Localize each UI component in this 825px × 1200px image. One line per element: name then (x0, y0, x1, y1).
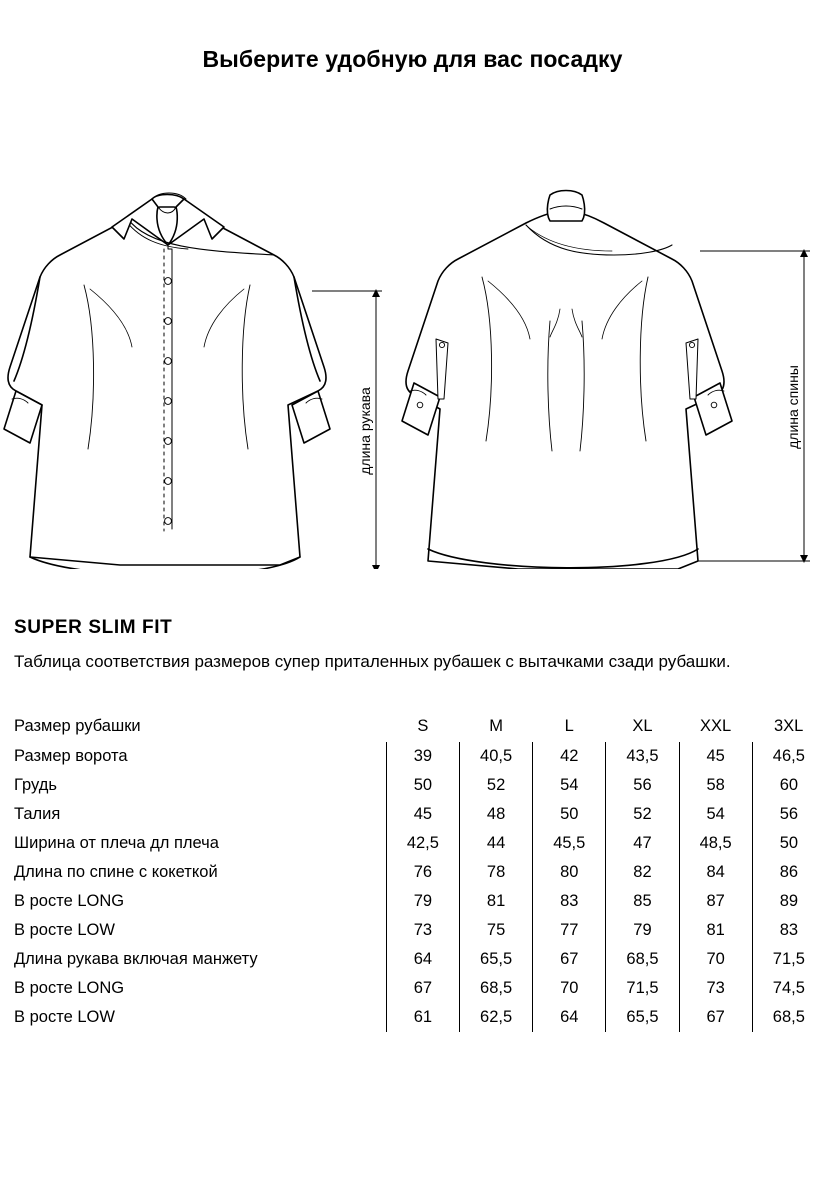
row-value: 40,5 (459, 742, 532, 771)
row-value: 87 (679, 887, 752, 916)
row-value: 48,5 (679, 829, 752, 858)
table-row (14, 887, 825, 916)
row-value: 56 (606, 771, 679, 800)
row-value: 77 (533, 916, 606, 945)
row-value: 67 (386, 974, 459, 1003)
row-value: 73 (386, 916, 459, 945)
row-value: 70 (679, 945, 752, 974)
row-value: 52 (459, 771, 532, 800)
row-value: 75 (459, 916, 532, 945)
row-value: 79 (386, 887, 459, 916)
table-header-size-l: L (564, 716, 574, 735)
row-label: Длина рукава включая манжету (14, 950, 258, 968)
row-value: 52 (606, 800, 679, 829)
row-label: Ширина от плеча дл плеча (14, 834, 219, 852)
table-row (14, 974, 825, 1003)
fit-description: Таблица соответствия размеров супер приталенных рубашек с вытачками сзади рубашки. (14, 652, 731, 671)
row-value: 68,5 (752, 1003, 825, 1032)
row-value: 78 (459, 858, 532, 887)
row-value: 46,5 (752, 742, 825, 771)
row-value: 71,5 (752, 945, 825, 974)
front-shirt-illustration (0, 99, 400, 574)
row-value: 39 (386, 742, 459, 771)
row-value: 50 (533, 800, 606, 829)
table-row (14, 916, 825, 945)
row-value: 50 (386, 771, 459, 800)
row-value: 67 (533, 945, 606, 974)
row-label: В росте LONG (14, 979, 125, 997)
row-value: 50 (752, 829, 825, 858)
row-value: 83 (752, 916, 825, 945)
row-value: 60 (752, 771, 825, 800)
fit-title: SUPER SLIM FIT (14, 617, 173, 638)
row-label: Длина по спине с кокеткой (14, 863, 218, 881)
table-row (14, 858, 825, 887)
row-label: В росте LOW (14, 1008, 115, 1026)
row-value: 64 (533, 1003, 606, 1032)
row-value: 80 (533, 858, 606, 887)
table-header-size-s: S (417, 716, 429, 735)
row-value: 67 (679, 1003, 752, 1032)
row-value: 86 (752, 858, 825, 887)
table-row (14, 829, 825, 858)
front-measure-label: длина рукава (357, 387, 373, 475)
row-value: 56 (752, 800, 825, 829)
shirt-illustrations (0, 99, 825, 569)
row-value: 42,5 (386, 829, 459, 858)
row-value: 44 (459, 829, 532, 858)
row-value: 74,5 (752, 974, 825, 1003)
row-value: 76 (386, 858, 459, 887)
row-value: 65,5 (459, 945, 532, 974)
back-shirt-illustration (400, 99, 825, 574)
size-table (14, 710, 825, 1032)
row-value: 43,5 (606, 742, 679, 771)
row-value: 62,5 (459, 1003, 532, 1032)
row-value: 70 (533, 974, 606, 1003)
table-header-row (14, 710, 825, 742)
row-value: 81 (459, 887, 532, 916)
row-label: Грудь (14, 776, 57, 794)
table-row (14, 1003, 825, 1032)
row-value: 45 (386, 800, 459, 829)
row-label: В росте LOW (14, 921, 115, 939)
table-row (14, 771, 825, 800)
page-title: Выберите удобную для вас посадку (202, 46, 623, 72)
row-value: 48 (459, 800, 532, 829)
row-value: 54 (679, 800, 752, 829)
row-value: 42 (533, 742, 606, 771)
row-value: 89 (752, 887, 825, 916)
row-label: Талия (14, 805, 61, 823)
row-value: 71,5 (606, 974, 679, 1003)
row-value: 45,5 (533, 829, 606, 858)
row-value: 54 (533, 771, 606, 800)
table-row (14, 945, 825, 974)
row-value: 83 (533, 887, 606, 916)
row-value: 79 (606, 916, 679, 945)
table-header-label: Размер рубашки (14, 716, 141, 735)
table-row (14, 742, 825, 771)
row-label: Размер ворота (14, 747, 128, 765)
table-header-size-xxl: XXL (700, 716, 732, 735)
row-label: В росте LONG (14, 892, 125, 910)
row-value: 81 (679, 916, 752, 945)
row-value: 47 (606, 829, 679, 858)
row-value: 68,5 (606, 945, 679, 974)
table-header-size-3xl: 3XL (773, 716, 804, 735)
row-value: 64 (386, 945, 459, 974)
table-header-size-xl: XL (632, 716, 653, 735)
row-value: 58 (679, 771, 752, 800)
row-value: 85 (606, 887, 679, 916)
row-value: 45 (679, 742, 752, 771)
table-header-size-m: M (489, 716, 503, 735)
row-value: 68,5 (459, 974, 532, 1003)
row-value: 65,5 (606, 1003, 679, 1032)
fit-section (0, 617, 825, 674)
row-value: 82 (606, 858, 679, 887)
table-row (14, 800, 825, 829)
back-measure-label: длина спины (785, 365, 801, 449)
row-value: 84 (679, 858, 752, 887)
row-value: 73 (679, 974, 752, 1003)
row-value: 61 (386, 1003, 459, 1032)
